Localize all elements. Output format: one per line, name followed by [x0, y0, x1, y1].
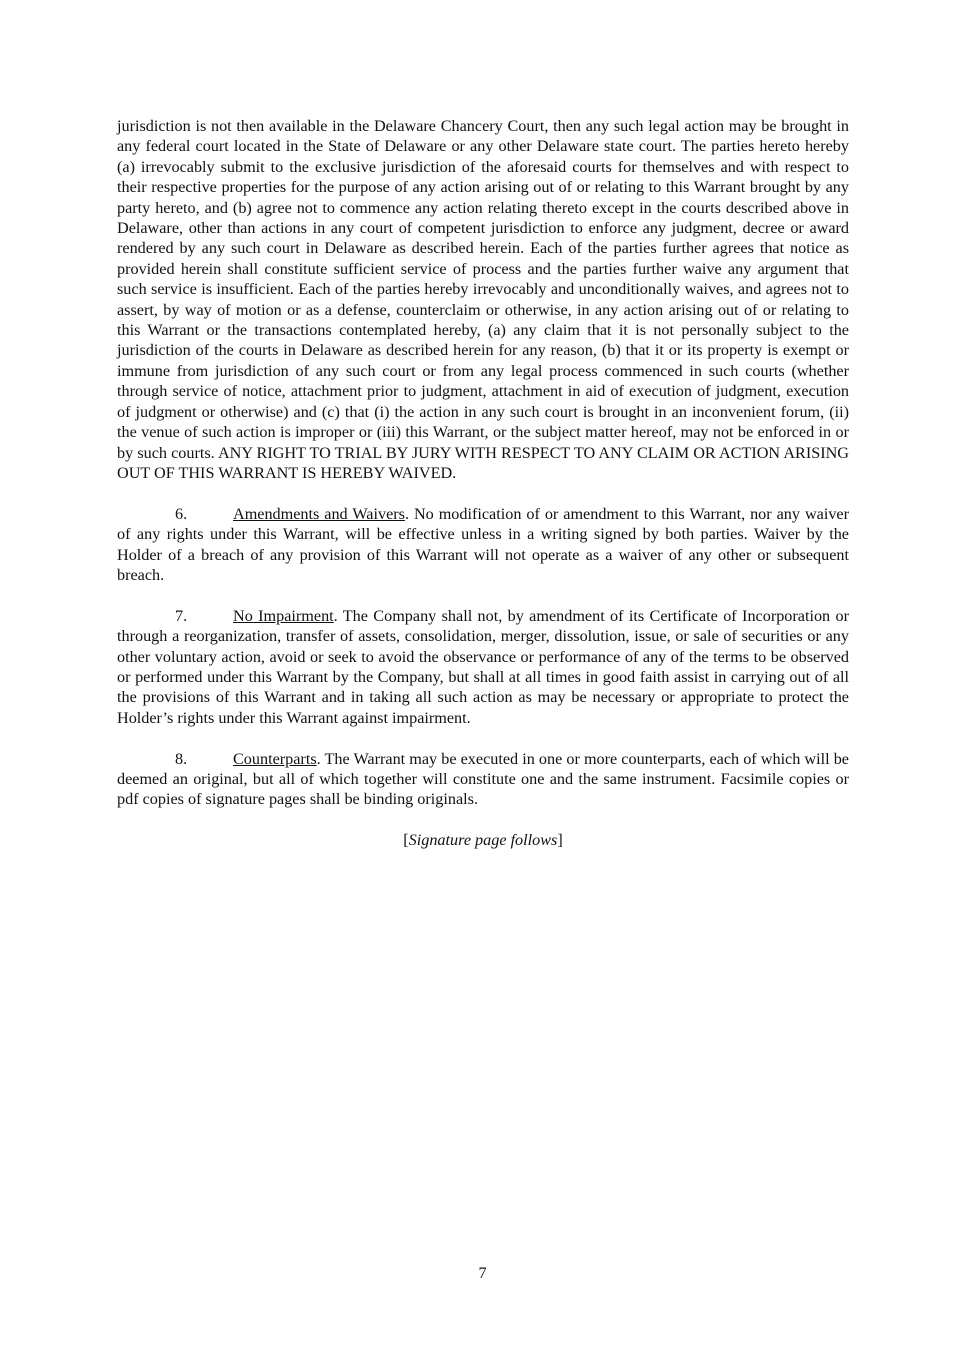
signature-page-note: [117, 830, 849, 850]
section-8-body: . The Warrant may be executed in one or more counterparts, each of which will be deemed an original, but all of which together will constitute one and the same instrument. Facsimile copies or pdf copies of signature pages shall be binding originals.: [117, 749, 849, 809]
section-6-body: . No modification of or amendment to this Warrant, nor any waiver of any rights under this Warrant, will be effective unless in a writing signed by both parties. Waiver by the Holder of a breach of any provision of this Warrant will not operate as a waiver of any other or subsequent breach.: [117, 504, 849, 584]
section-8-paragraph: [117, 749, 849, 810]
section-7-paragraph: [117, 606, 849, 728]
section-6-paragraph: [117, 504, 849, 586]
signature-note-close-bracket: ]: [557, 831, 563, 850]
section-7-number: 7.: [175, 606, 188, 625]
section-8-heading: Counterparts: [233, 749, 317, 768]
section-6-number: 6.: [175, 504, 188, 523]
section-6-heading: Amendments and Waivers: [233, 504, 405, 523]
document-page: [117, 116, 849, 851]
continuation-paragraph: jurisdiction is not then available in the Delaware Chancery Court, then any such legal action may be brought in any federal court located in the State of Delaware or any other Delaware state court. The parties hereto hereby (a) irrevocably submit to the exclusive jurisdiction of the aforesaid courts for themselves and with respect to their respective properties for the purpose of any action arising out of or relating to this Warrant brought by any party hereto, and (b) agree not to commence any action relating thereto except in the courts described above in Delaware, other than actions in any court of competent jurisdiction to enforce any judgment, decree or award rendered by any such court in Delaware as described herein. Each of the parties further agrees that notice as provided herein shall constitute sufficient service of process and the parties further waive any argument that such service is insufficient. Each of the parties hereby irrevocably and unconditionally waives, and agrees not to assert, by way of motion or as a defense, counterclaim or otherwise, in any action arising out of or relating to this Warrant or the transactions contemplated hereby, (a) any claim that it is not personally subject to the jurisdiction of the courts in Delaware as described herein for any reason, (b) that it or its property is exempt or immune from jurisdiction of any such court or from any legal process commenced in such courts (whether through service of notice, attachment prior to judgment, attachment in aid of execution of judgment, execution of judgment or otherwise) and (c) that (i) the action in any such court is brought in an inconvenient forum, (ii) the venue of such action is improper or (iii) this Warrant, or the subject matter hereof, may not be enforced in or by such courts. ANY RIGHT TO TRIAL BY JURY WITH RESPECT TO ANY CLAIM OR ACTION ARISING OUT OF THIS WARRANT IS HEREBY WAIVED.: [117, 117, 849, 482]
section-8-number: 8.: [175, 749, 188, 768]
page-number: 7: [478, 1264, 487, 1282]
section-7-body: . The Company shall not, by amendment of its Certificate of Incorporation or through a reorganization, transfer of assets, consolidation, merger, dissolution, issue, or sale of securities or any other voluntary action, avoid or seek to avoid the observance or performance of any of the terms to be observed or performed under this Warrant by the Company, but shall at all times in good faith assist in carrying out of all the provisions of this Warrant and in taking all such action as may be necessary or appropriate to protect the Holder’s rights under this Warrant against impairment.: [117, 606, 849, 727]
signature-note-text: Signature page follows: [408, 831, 558, 850]
section-7-heading: No Impairment: [233, 606, 334, 625]
signature-note-open-bracket: [: [403, 831, 409, 850]
